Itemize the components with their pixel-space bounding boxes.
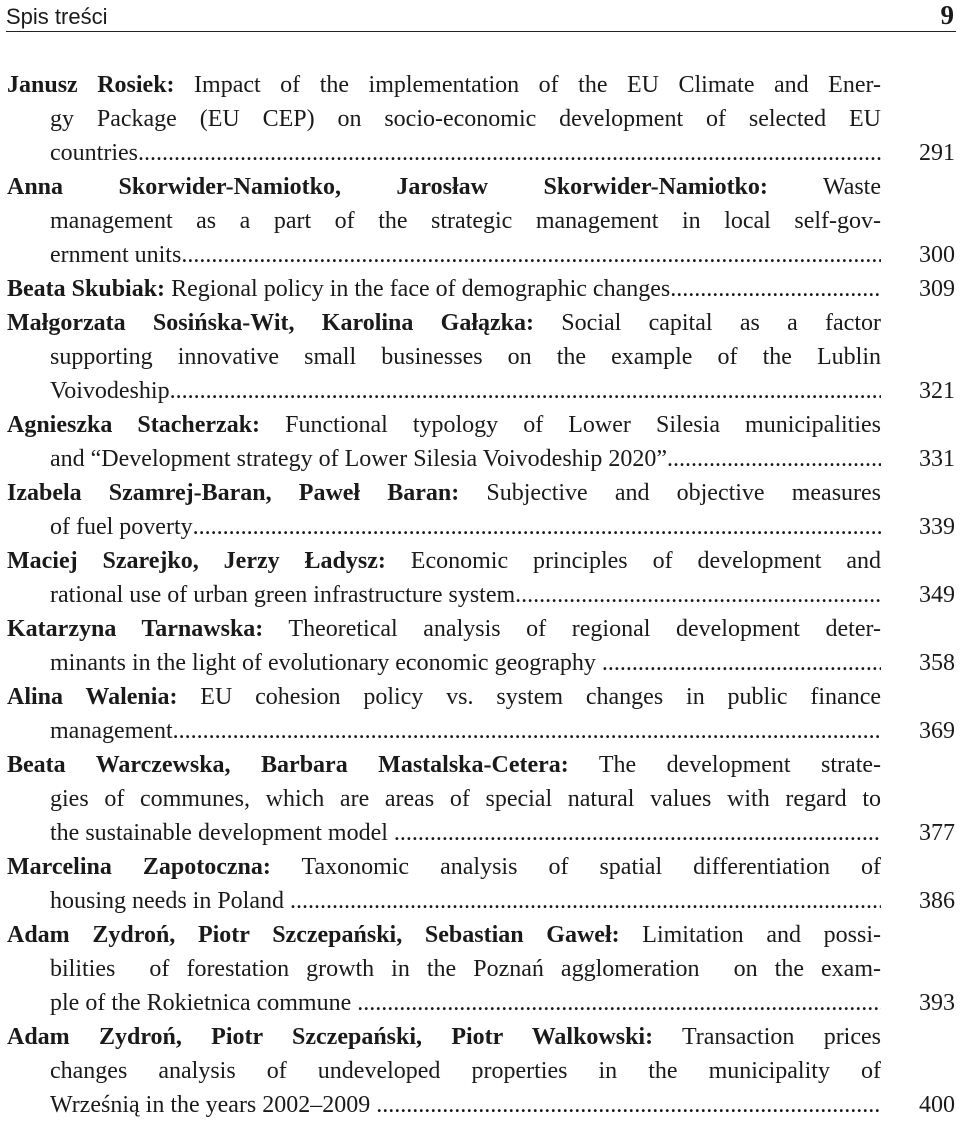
toc-entry-line [7,1054,881,1088]
toc-entry-page: 386 [919,888,955,914]
toc-entry-authors: Alina Walenia: [7,684,178,710]
toc-entry-line [7,238,881,272]
toc-entry-page: 369 [919,718,955,744]
toc-entry[interactable] [7,918,955,1020]
toc-entry-title: of fuel poverty [50,514,193,540]
toc-entry-text [7,170,881,272]
toc-entry-title: Impact of the implementation of the EU Climate and Ener- [174,72,881,98]
toc-entry-page: 339 [919,514,955,540]
toc-entry-text [7,476,881,544]
toc-entry-title: Social capital as a factor [534,310,881,336]
dot-leader [670,272,881,306]
toc-entry-authors: Katarzyna Tarnawska: [7,616,264,642]
dot-leader [170,374,881,408]
toc-entry-line [7,714,881,748]
dot-leader [602,646,881,680]
toc-entry-line [7,884,881,918]
toc-entry-text [7,408,881,476]
toc-entry-line [7,340,881,374]
toc-entry-authors: Beata Warczewska, Barbara Mastalska-Cetera: [7,752,569,778]
toc-entry-page: 377 [919,820,955,846]
toc-entry[interactable] [7,680,955,748]
dot-leader [357,986,881,1020]
toc-entry-page: 321 [919,378,955,404]
toc-entry-title: Limitation and possi- [619,922,881,948]
toc-entry-title: supporting innovative small businesses on the example of the Lublin [50,344,881,370]
toc-entry-title: Wrześnią in the years 2002–2009 [50,1092,377,1118]
toc-entry-page: 309 [919,276,955,302]
toc-entry-text [7,850,881,918]
toc-entry-line [7,646,881,680]
toc-entry-authors: Maciej Szarejko, Jerzy Ładysz: [7,548,386,574]
dot-leader [290,884,881,918]
toc-entry-line [7,272,881,306]
toc-entry[interactable] [7,748,955,850]
toc-entry-text [7,306,881,408]
toc-entry-text [7,612,881,680]
toc-entry-line [7,306,881,340]
toc-entry[interactable] [7,1020,955,1122]
toc-entry-title: and “Development strategy of Lower Silesia Voivodeship 2020” [50,446,667,472]
toc-entry-title: rational use of urban green infrastructure system [50,582,516,608]
dot-leader [515,578,881,612]
toc-entry-line [7,136,881,170]
toc-entry-text [7,918,881,1020]
toc-entry-line [7,1088,881,1122]
toc-entry[interactable] [7,272,955,306]
toc-entry-line [7,782,881,816]
toc-entry-page: 393 [919,990,955,1016]
toc-entry-authors: Izabela Szamrej-Baran, Paweł Baran: [7,480,460,506]
toc-entry-line [7,918,881,952]
toc-entry-line [7,952,881,986]
toc-entry-line [7,544,881,578]
toc-entry-title: EU cohesion policy vs. system changes in public finance [177,684,882,710]
dot-leader [394,816,881,850]
dot-leader [376,1088,881,1122]
page-number: 9 [940,0,954,30]
toc-entry-title: Taxonomic analysis of spatial differentiation of [270,854,881,880]
toc-entry-title: Voivodeship [50,378,170,404]
toc-entry-page: 331 [919,446,955,472]
toc-entry-line [7,102,881,136]
toc-entry[interactable] [7,850,955,918]
toc-entry-title: gies of communes, which are areas of special natural values with regard to [50,786,881,812]
toc-entry[interactable] [7,408,955,476]
toc-entry-line [7,578,881,612]
toc-entry-line [7,374,881,408]
toc-entry-line [7,442,881,476]
toc-entry-line [7,816,881,850]
toc-entry-line [7,748,881,782]
toc-entry-authors: Anna Skorwider-Namiotko, Jarosław Skorwider-Namiotko: [7,174,768,200]
toc-entry-title: Theoretical analysis of regional development deter- [263,616,881,642]
toc-entry-page: 349 [919,582,955,608]
toc-entry-line [7,850,881,884]
toc-entry-line [7,476,881,510]
toc-entry-line [7,1020,881,1054]
toc-entry-title: Functional typology of Lower Silesia municipalities [260,412,881,438]
toc-entry-title: ernment units [50,242,182,268]
toc-entry-title: countries [50,140,138,166]
toc-entry-line [7,680,881,714]
toc-entry-authors: Janusz Rosiek: [7,72,175,98]
dot-leader [181,238,881,272]
dot-leader [667,442,881,476]
toc-entry-line [7,612,881,646]
toc-entry-page: 291 [919,140,955,166]
page-header [6,0,956,32]
toc-entry[interactable] [7,306,955,408]
toc-entry-title: housing needs in Poland [50,888,290,914]
toc-entry-title: changes analysis of undeveloped properties in the municipality of [50,1058,881,1084]
toc-entry-page: 400 [919,1092,955,1118]
toc-entry-line [7,204,881,238]
toc-entry-title: ple of the Rokietnica commune [50,990,358,1016]
toc-entry[interactable] [7,476,955,544]
toc-entry-title: gy Package (EU CEP) on socio-economic development of selected EU [50,106,881,132]
toc-entry-title: The development strate- [568,752,882,778]
toc-entry-text [7,272,881,306]
toc-entry-text [7,544,881,612]
toc-entry[interactable] [7,170,955,272]
toc-entry-title: Waste [767,174,881,200]
table-of-contents [7,68,955,1122]
toc-entry-authors: Adam Zydroń, Piotr Szczepański, Sebastian Gaweł: [7,922,620,948]
toc-entry-title: bilities of forestation growth in the Poznań agglomeration on the exam- [50,956,881,982]
toc-entry-text [7,680,881,748]
toc-entry-line [7,510,881,544]
toc-entry-title: management [50,718,173,744]
toc-entry-title: Transaction prices [653,1024,881,1050]
toc-entry-title: management as a part of the strategic management in local self-gov- [50,208,881,234]
toc-entry-authors: Małgorzata Sosińska-Wit, Karolina Gałązka: [7,310,534,336]
toc-entry-title: Economic principles of development and [385,548,882,574]
toc-entry-title: Subjective and objective measures [459,480,882,506]
running-title: Spis treści [6,4,108,29]
toc-entry-page: 358 [919,650,955,676]
toc-entry-authors: Adam Zydroń, Piotr Szczepański, Piotr Walkowski: [7,1024,654,1050]
toc-entry-text [7,1020,881,1122]
toc-entry[interactable] [7,544,955,612]
toc-entry[interactable] [7,612,955,680]
toc-entry-line [7,986,881,1020]
toc-entry-text [7,68,881,170]
toc-entry[interactable] [7,68,955,170]
toc-entry-line [7,68,881,102]
dot-leader [173,714,881,748]
toc-entry-authors: Beata Skubiak: [7,276,166,302]
toc-entry-authors: Marcelina Zapotoczna: [7,854,271,880]
toc-entry-page: 300 [919,242,955,268]
dot-leader [138,136,881,170]
toc-entry-line [7,170,881,204]
toc-entry-title: Regional policy in the face of demographic changes [165,276,671,302]
toc-entry-line [7,408,881,442]
toc-entry-text [7,748,881,850]
toc-entry-authors: Agnieszka Stacherzak: [7,412,261,438]
toc-entry-title: minants in the light of evolutionary economic geography [50,650,602,676]
dot-leader [193,510,881,544]
toc-entry-title: the sustainable development model [50,820,394,846]
